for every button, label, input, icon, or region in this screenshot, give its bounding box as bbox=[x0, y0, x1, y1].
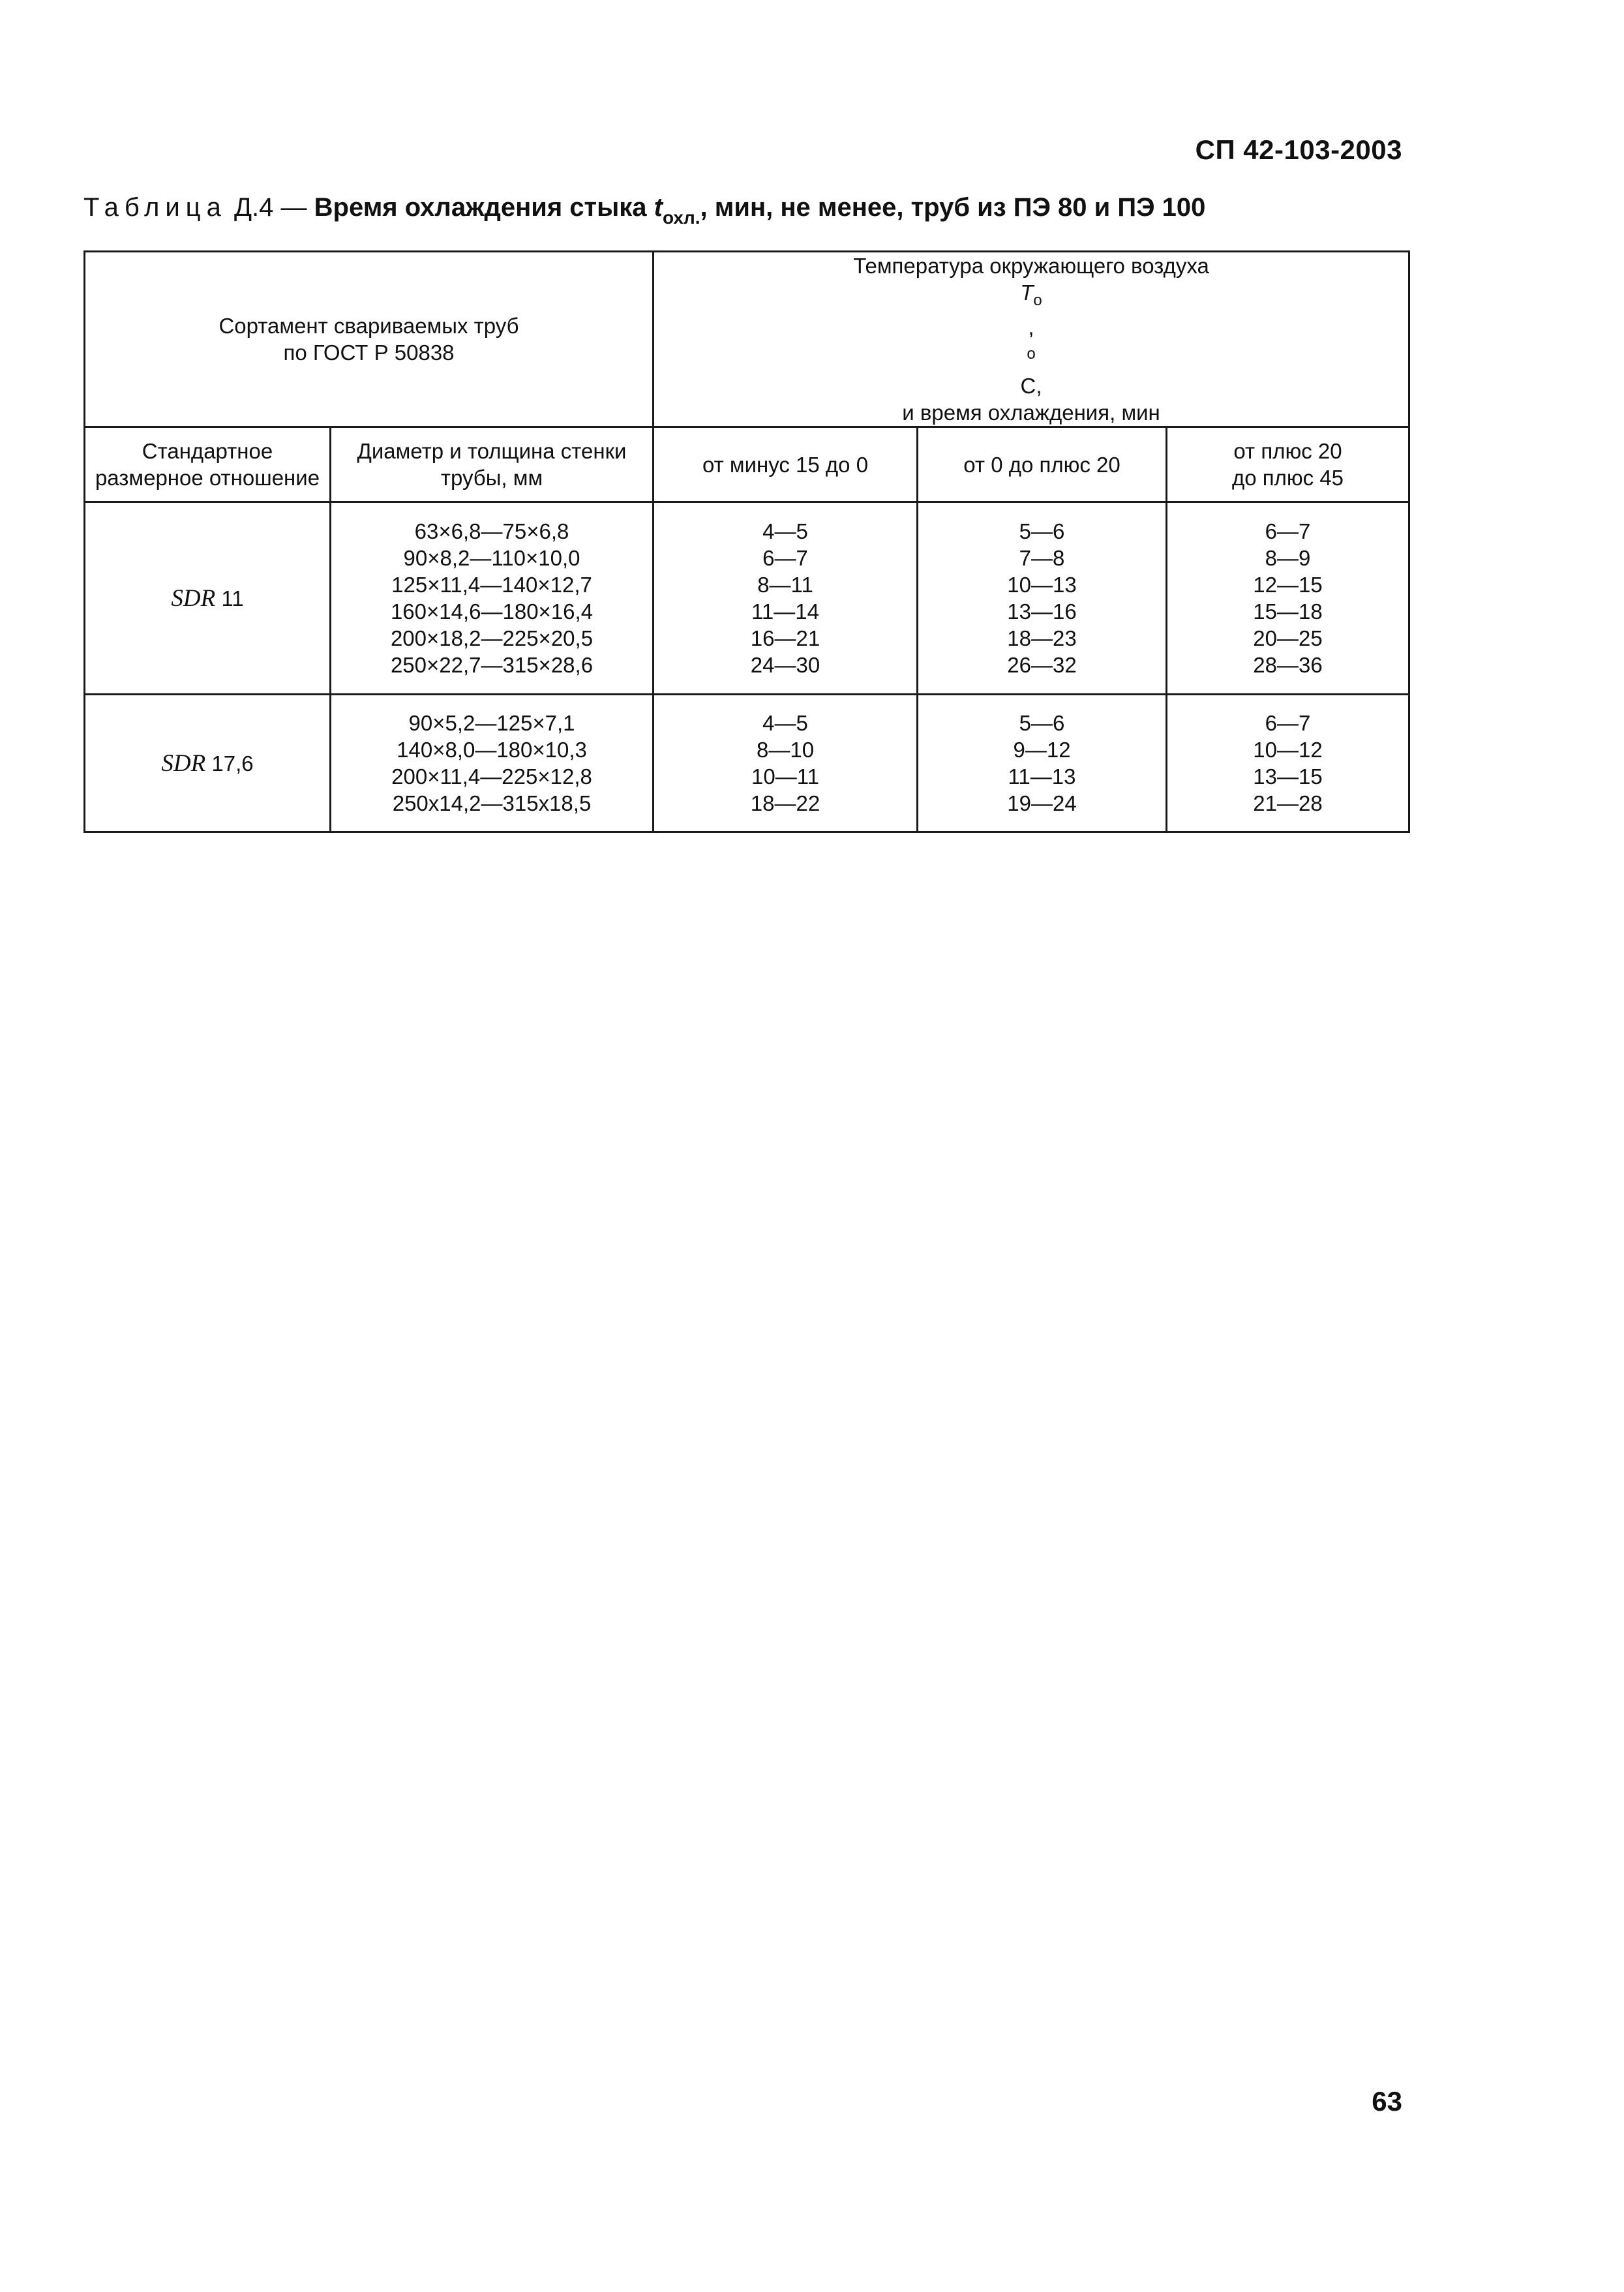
cooling-time-cell bbox=[1167, 695, 1409, 832]
col-header-diameter bbox=[331, 427, 654, 502]
table-caption bbox=[83, 193, 1205, 228]
cooling-time-cell bbox=[654, 695, 918, 832]
caption-title: Время охлаждения стыка bbox=[314, 193, 647, 222]
cell-line: 5—6 bbox=[1019, 519, 1065, 543]
temperature-symbol: T bbox=[1020, 280, 1034, 305]
cell-line: 63×6,8—75×6,8 bbox=[414, 519, 569, 543]
cell-line: 18—23 bbox=[1007, 626, 1077, 650]
cooling-time-cell bbox=[918, 695, 1167, 832]
caption-number: Д.4 — bbox=[233, 193, 307, 222]
cooling-time-cell bbox=[654, 502, 918, 695]
cell-line: 90×5,2—125×7,1 bbox=[408, 711, 575, 735]
diameter-cell bbox=[331, 502, 654, 695]
cell-line: 6—7 bbox=[1265, 711, 1311, 735]
cell-line: 16—21 bbox=[750, 626, 820, 650]
cell-line: 20—25 bbox=[1253, 626, 1323, 650]
cell-line: 250x14,2—315x18,5 bbox=[392, 791, 592, 815]
group-header-temperature-line: и время охлаждения, мин bbox=[902, 400, 1160, 425]
cell-line: 8—11 bbox=[757, 573, 813, 597]
col-header-range-minus15-0 bbox=[654, 427, 918, 502]
group-header-temperature-line: Температура окружающего воздуха $T_o$ , $^o$ C, bbox=[853, 254, 1209, 398]
document-code: СП 42-103-2003 bbox=[1195, 134, 1402, 165]
cell-line: 28—36 bbox=[1253, 653, 1323, 677]
col-header-range-20-45 bbox=[1167, 427, 1409, 502]
table-group-header-row bbox=[85, 252, 1409, 427]
cell-line: Диаметр и толщина стенки bbox=[357, 439, 627, 463]
cell-line: 10—13 bbox=[1007, 573, 1077, 597]
cell-line: 250×22,7—315×28,6 bbox=[390, 653, 594, 677]
group-header-pipe-range-line: по ГОСТ Р 50838 bbox=[283, 340, 455, 365]
col-header-sdr bbox=[85, 427, 331, 502]
cell-line: 8—9 bbox=[1265, 546, 1311, 570]
cell-line: от минус 15 до 0 bbox=[702, 452, 869, 477]
cell-line: Стандартное bbox=[142, 439, 273, 463]
cell-line: 10—11 bbox=[751, 764, 819, 789]
group-header-temperature bbox=[654, 252, 1409, 427]
caption-symbol: t bbox=[654, 193, 663, 222]
cell-line: от 0 до плюс 20 bbox=[963, 452, 1120, 477]
cell-line: размерное отношение bbox=[95, 466, 320, 490]
sdr-abbrev: SDR bbox=[161, 749, 206, 777]
cell-line: до плюс 45 bbox=[1232, 466, 1344, 490]
cell-line: 200×11,4—225×12,8 bbox=[391, 764, 592, 789]
group-header-pipe-range bbox=[85, 252, 654, 427]
cell-line: 13—16 bbox=[1007, 599, 1077, 624]
cell-line: 19—24 bbox=[1007, 791, 1077, 815]
cell-line: 26—32 bbox=[1007, 653, 1077, 677]
group-header-pipe-range-line: Сортамент свариваемых труб bbox=[218, 314, 519, 338]
cell-line: 5—6 bbox=[1019, 711, 1065, 735]
sdr-cell bbox=[85, 502, 331, 695]
diameter-cell bbox=[331, 695, 654, 832]
cooling-time-cell bbox=[918, 502, 1167, 695]
cell-line: 90×8,2—110×10,0 bbox=[403, 546, 580, 570]
col-header-range-0-20 bbox=[918, 427, 1167, 502]
cell-line: 125×11,4—140×12,7 bbox=[391, 573, 592, 597]
temperature-symbol-subscript: o bbox=[1033, 292, 1042, 309]
table-column-header-row bbox=[85, 427, 1409, 502]
cell-line: 10—12 bbox=[1253, 738, 1323, 762]
page-number: 63 bbox=[1372, 2086, 1402, 2117]
sdr-cell bbox=[85, 695, 331, 832]
cell-line: 9—12 bbox=[1013, 738, 1071, 762]
table-row bbox=[85, 695, 1409, 832]
cell-line: 13—15 bbox=[1253, 764, 1323, 789]
sdr-abbrev: SDR bbox=[171, 584, 216, 612]
cell-line: 8—10 bbox=[756, 738, 815, 762]
cell-line: 200×18,2—225×20,5 bbox=[390, 626, 594, 650]
cell-line: 11—13 bbox=[1008, 764, 1076, 789]
cell-line: 6—7 bbox=[762, 546, 808, 570]
cell-line: 21—28 bbox=[1253, 791, 1323, 815]
cell-line: 7—8 bbox=[1019, 546, 1065, 570]
cell-line: 4—5 bbox=[762, 519, 808, 543]
table-row bbox=[85, 502, 1409, 695]
cell-line: 15—18 bbox=[1253, 599, 1323, 624]
cell-line: 11—14 bbox=[751, 599, 819, 624]
caption-symbol-subscript: охл. bbox=[663, 207, 700, 228]
cell-line: 160×14,6—180×16,4 bbox=[390, 599, 594, 624]
caption-prefix: Таблица bbox=[83, 193, 227, 222]
sdr-value: 11 bbox=[215, 586, 244, 611]
cell-line: 6—7 bbox=[1265, 519, 1311, 543]
cooling-time-cell bbox=[1167, 502, 1409, 695]
cell-line: 18—22 bbox=[750, 791, 820, 815]
cell-line: 24—30 bbox=[750, 653, 820, 677]
cooling-time-table bbox=[83, 250, 1410, 833]
cell-line: от плюс 20 bbox=[1233, 439, 1342, 463]
cell-line: 140×8,0—180×10,3 bbox=[397, 738, 587, 762]
cell-line: трубы, мм bbox=[440, 466, 543, 490]
cell-line: 4—5 bbox=[762, 711, 808, 735]
sdr-value: 17,6 bbox=[205, 751, 254, 776]
cell-line: 12—15 bbox=[1253, 573, 1323, 597]
caption-title-rest: , мин, не менее, труб из ПЭ 80 и ПЭ 100 bbox=[700, 193, 1206, 222]
degree-sign: o bbox=[1027, 345, 1036, 363]
